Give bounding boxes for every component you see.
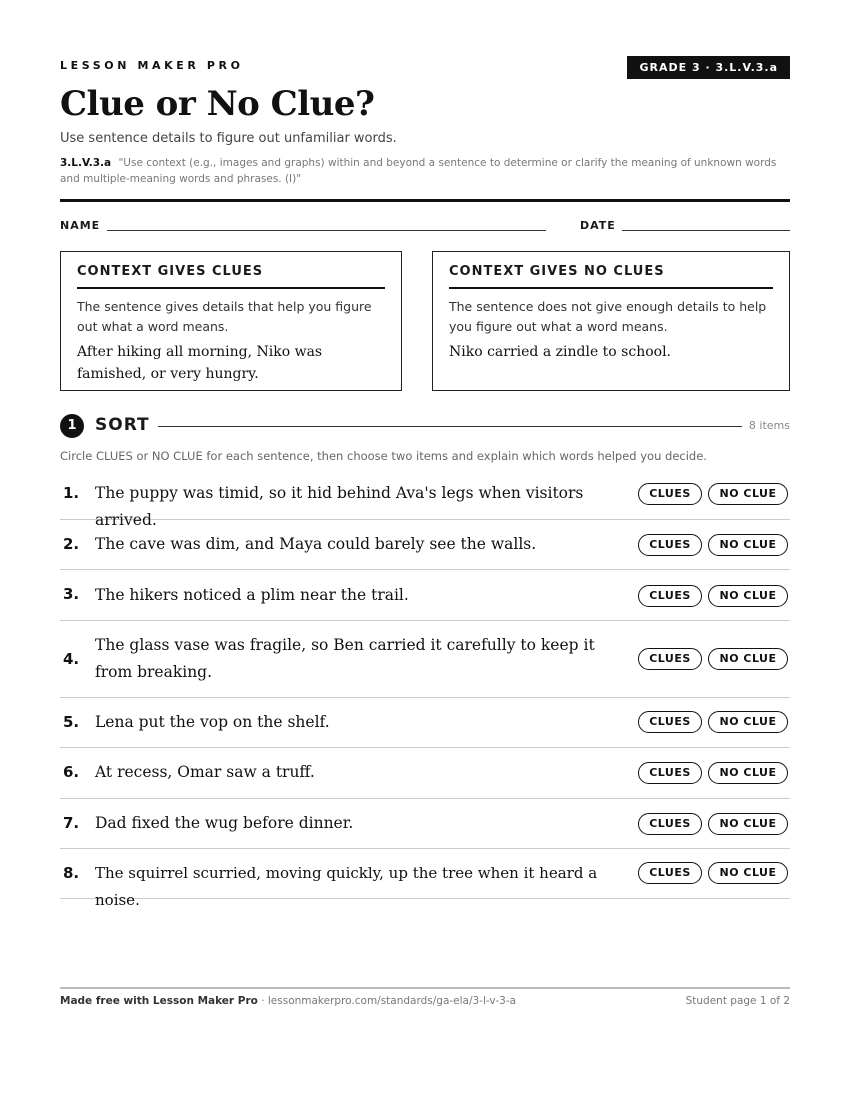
section-header: [60, 414, 790, 438]
item-number: 7.: [63, 814, 80, 832]
list-item: [60, 468, 790, 529]
standard-code: 3.L.V.3.a: [60, 157, 112, 169]
item-sentence: At recess, Omar saw a truff.: [95, 763, 315, 781]
no-clue-choice[interactable]: NO CLUE: [708, 483, 788, 505]
item-sentence: The puppy was timid, so it hid behind Ava's legs when visitors arrived.: [95, 484, 584, 529]
item-sentence: Dad fixed the wug before dinner.: [95, 814, 354, 832]
box-example: After hiking all morning, Niko was famished, or very hungry.: [77, 344, 323, 382]
item-list: [60, 468, 790, 909]
clues-choice[interactable]: CLUES: [638, 862, 702, 884]
clues-choice[interactable]: CLUES: [638, 534, 702, 556]
no-clue-choice[interactable]: NO CLUE: [708, 585, 788, 607]
date-field[interactable]: [622, 230, 790, 231]
name-date-row: [60, 219, 790, 235]
clues-choice[interactable]: CLUES: [638, 483, 702, 505]
item-count: 8 items: [748, 419, 790, 432]
item-number: 1.: [63, 484, 80, 502]
list-item: [60, 520, 790, 570]
section-divider: [158, 426, 742, 427]
box-description: The sentence gives details that help you figure out what a word means.: [77, 299, 372, 334]
section-number-badge: 1: [60, 414, 84, 438]
item-sentence: Lena put the vop on the shelf.: [95, 713, 330, 731]
item-number: 3.: [63, 585, 80, 603]
clues-choice[interactable]: CLUES: [638, 648, 702, 670]
no-clue-choice[interactable]: NO CLUE: [708, 711, 788, 733]
list-item: [60, 698, 790, 748]
box-heading: CONTEXT GIVES CLUES: [77, 264, 385, 289]
instructions: Circle CLUES or NO CLUE for each sentence, then choose two items and explain which words helped you decide.: [60, 449, 707, 463]
grade-badge: GRADE 3 · 3.L.V.3.a: [627, 56, 790, 79]
name-label: NAME: [60, 219, 101, 232]
item-sentence: The hikers noticed a plim near the trail.: [95, 586, 409, 604]
name-field[interactable]: [107, 230, 546, 231]
list-item: [60, 849, 790, 909]
header-row: [60, 56, 790, 80]
box-description: The sentence does not give enough details to help you figure out what a word means.: [449, 299, 767, 334]
item-number: 4.: [63, 650, 80, 668]
no-clue-choice[interactable]: NO CLUE: [708, 534, 788, 556]
item-number: 6.: [63, 763, 80, 781]
item-sentence: The cave was dim, and Maya could barely see the walls.: [95, 535, 537, 553]
footer-link[interactable]: · lessonmakerpro.com/standards/ga-ela/3-l-v-3-a: [257, 995, 517, 1007]
list-item: [60, 570, 790, 621]
no-clue-choice[interactable]: NO CLUE: [708, 862, 788, 884]
box-example: Niko carried a zindle to school.: [449, 344, 672, 360]
context-clues-box: [60, 251, 402, 391]
box-heading: CONTEXT GIVES NO CLUES: [449, 264, 773, 289]
header-divider: [60, 199, 790, 202]
page-indicator: Student page 1 of 2: [685, 995, 790, 1007]
no-clue-choice[interactable]: NO CLUE: [708, 648, 788, 670]
item-number: 2.: [63, 535, 80, 553]
page-subtitle: Use sentence details to figure out unfamiliar words.: [60, 131, 397, 146]
clues-choice[interactable]: CLUES: [638, 762, 702, 784]
section-title: SORT: [95, 415, 150, 435]
date-label: DATE: [580, 219, 616, 232]
footer-divider: [60, 987, 790, 989]
item-sentence: The squirrel scurried, moving quickly, up the tree when it heard a noise.: [95, 864, 598, 909]
item-sentence: The glass vase was fragile, so Ben carried it carefully to keep it from breaking.: [95, 636, 595, 681]
context-no-clues-box: [432, 251, 790, 391]
no-clue-choice[interactable]: NO CLUE: [708, 762, 788, 784]
standard-text: "Use context (e.g., images and graphs) within and beyond a sentence to determine or clarify the meaning of unknown words and multiple-meaning words and phrases. (I)": [60, 157, 777, 185]
clues-choice[interactable]: CLUES: [638, 585, 702, 607]
list-item: [60, 621, 790, 698]
footer-credit: [60, 995, 516, 1007]
list-item: [60, 748, 790, 799]
page-title: Clue or No Clue?: [60, 84, 375, 124]
brand-name: LESSON MAKER PRO: [60, 59, 244, 72]
clues-choice[interactable]: CLUES: [638, 711, 702, 733]
no-clue-choice[interactable]: NO CLUE: [708, 813, 788, 835]
list-item: [60, 799, 790, 849]
footer-made-with: Made free with Lesson Maker Pro: [60, 995, 258, 1007]
clues-choice[interactable]: CLUES: [638, 813, 702, 835]
standard-description: [60, 155, 790, 187]
item-number: 8.: [63, 864, 80, 882]
item-number: 5.: [63, 713, 80, 731]
